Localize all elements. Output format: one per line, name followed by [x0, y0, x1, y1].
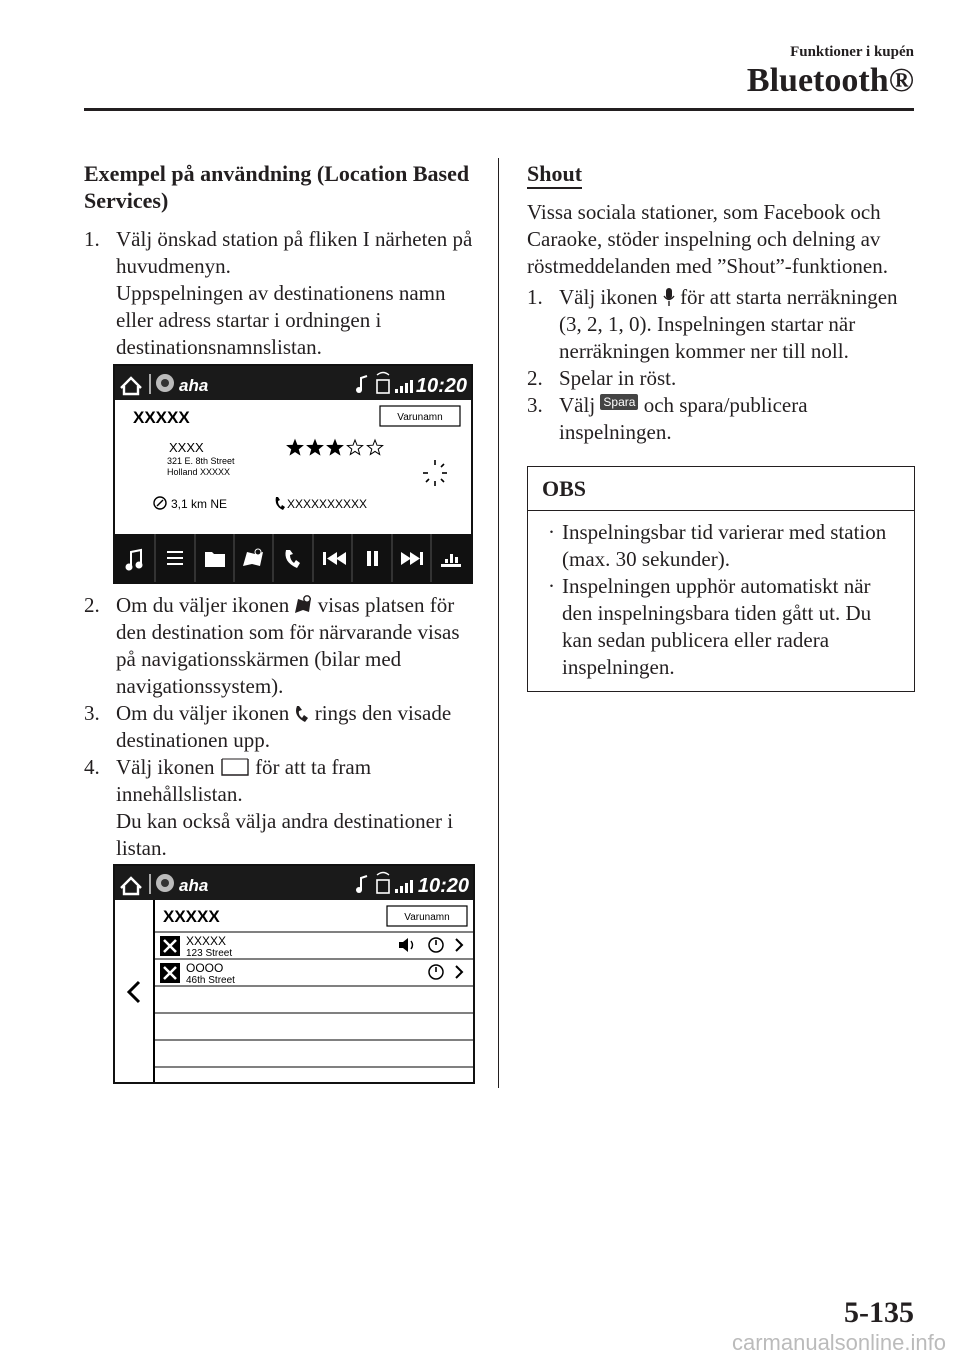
varunamn-button[interactable]: [380, 406, 460, 426]
step-text: Du kan också välja andra destinationer i listan.: [116, 809, 454, 860]
step-number: 3.: [527, 393, 543, 417]
phone-icon: [294, 705, 309, 723]
step-number: 1.: [527, 285, 543, 309]
app-name: aha: [179, 376, 209, 395]
app-name: aha: [179, 876, 209, 895]
step-2: [527, 365, 915, 392]
right-column: [527, 160, 915, 692]
step-1: [84, 226, 476, 361]
left-column: [84, 160, 476, 361]
note-item: · Inspelningsbar tid varierar med station (max. 30 sekunder).: [548, 520, 887, 571]
step-text: Uppspelningen av destinationens namn eller adress startar i ordningen i destinationsnamnslistan.: [116, 281, 446, 359]
step-text: rings den visade destinationen upp.: [116, 701, 452, 752]
intro-text: Vissa sociala stationer, som Facebook och Caraoke, stöder inspelning och delning av röstmeddelanden med ”Shout”-funktionen.: [527, 200, 888, 278]
svg-text:Varunamn: Varunamn: [397, 412, 443, 423]
note-box: [527, 466, 915, 692]
left-column-lower: [84, 592, 476, 862]
destination-name: XXXX: [169, 440, 204, 455]
list-item-street: 46th Street: [186, 975, 235, 986]
step-text: visas platsen för den destination som för närvarande visas på navigationsskärmen (bilar med navigationssystem).: [116, 593, 460, 698]
step-number: 2.: [527, 366, 543, 390]
list-item-name: XXXXX: [186, 934, 227, 948]
note-item: · Inspelningen upphör automatiskt när den inspelningsbara tiden gått ut. Du kan sedan publicera eller radera inspelningen.: [548, 574, 872, 679]
step-text: Om du väljer ikonen: [116, 593, 290, 617]
header-rule: [84, 108, 914, 111]
clock: 10:20: [415, 375, 467, 397]
section-heading: Exempel på användning (Location Based Services): [84, 161, 470, 213]
step-number: 4.: [84, 755, 100, 779]
step-1: [527, 284, 915, 365]
step-3: [527, 392, 915, 446]
separator: [149, 374, 151, 394]
step-text: Välj önskad station på fliken I närheten på huvudmenyn.: [116, 227, 473, 278]
column-divider: [498, 158, 499, 1088]
step-text: Välj ikonen: [116, 755, 215, 779]
phone-number: XXXXXXXXXX: [287, 497, 368, 511]
step-number: 3.: [84, 701, 100, 725]
header-title: Bluetooth®: [746, 62, 914, 99]
spara-button: Spara: [600, 394, 638, 410]
list-item-name: OOOO: [186, 961, 224, 975]
distance: 3,1 km NE: [171, 497, 228, 511]
aha-logo-icon: [156, 874, 174, 892]
separator: [149, 874, 151, 894]
infotainment-screen-1: [113, 364, 473, 584]
step-text: och spara/publicera inspelningen.: [559, 393, 808, 444]
note-title: OBS: [528, 467, 914, 511]
subsection-heading: Shout: [527, 160, 582, 189]
step-text: Spelar in röst.: [559, 366, 677, 390]
varunamn-button[interactable]: [387, 906, 467, 926]
clock: 10:20: [417, 875, 469, 897]
map-location-icon: [294, 593, 312, 615]
folder-button-icon[interactable]: [205, 552, 225, 567]
list-item-street: 123 Street: [186, 948, 233, 959]
step-3: [84, 700, 476, 754]
header-section: Funktioner i kupén: [790, 44, 914, 60]
step-text: Om du väljer ikonen: [116, 701, 290, 725]
aha-logo-icon: [156, 374, 174, 392]
step-4: [84, 754, 476, 862]
infotainment-screen-2: [113, 864, 475, 1084]
destination-address-line2: Holland XXXXX: [167, 467, 231, 477]
step-text: Välj ikonen: [559, 285, 658, 309]
step-number: 2.: [84, 593, 100, 617]
step-2: [84, 592, 476, 700]
station-title: XXXXX: [133, 408, 190, 427]
step-text: för att ta fram innehållslistan.: [116, 755, 372, 806]
step-number: 1.: [84, 227, 100, 251]
microphone-icon: [663, 287, 675, 307]
step-text: Välj: [559, 393, 596, 417]
watermark: carmanualsonline.info: [731, 1330, 946, 1355]
step-text: för att starta nerräkningen (3, 2, 1, 0). Inspelningen startar när nerräkningen kommer ner till noll.: [559, 285, 898, 363]
svg-text:Varunamn: Varunamn: [404, 912, 450, 923]
content-list-icon: [220, 755, 250, 777]
station-title: XXXXX: [163, 907, 220, 926]
destination-address-line1: 321 E. 8th Street: [167, 456, 235, 466]
page-number: 5-135: [844, 1296, 914, 1329]
